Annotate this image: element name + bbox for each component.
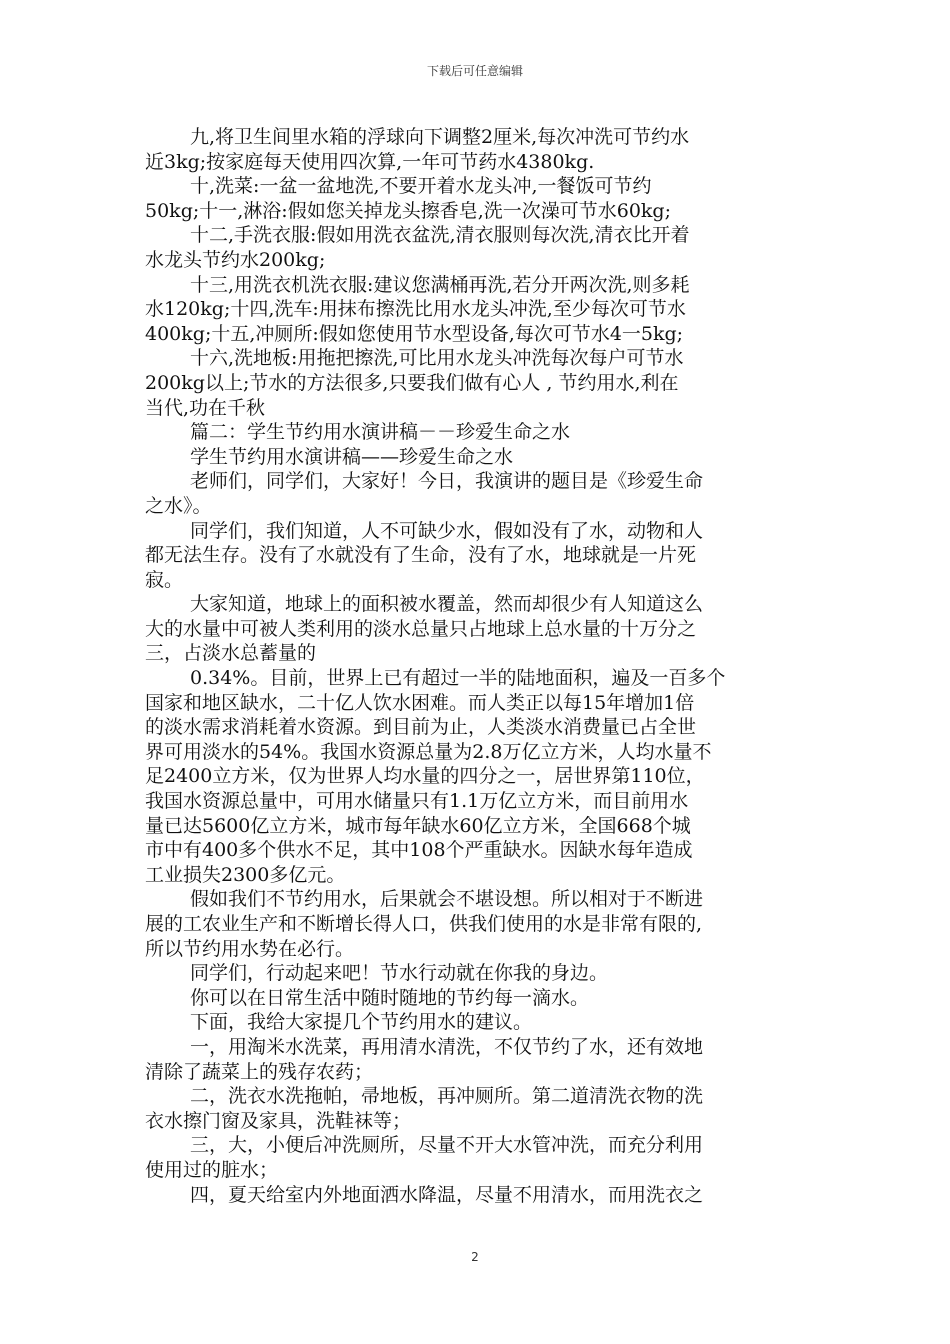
text-line: 老师们，同学们，大家好！今日，我演讲的题目是《珍爱生命	[190, 470, 704, 493]
text-line: 十六,洗地板:用拖把擦洗,可比用水龙头冲洗每次每户可节水	[190, 347, 684, 370]
text-line: 三，占淡水总蓄量的	[145, 642, 317, 665]
document-body	[145, 125, 810, 1207]
text-line: 展的工农业生产和不断增长得人口，供我们使用的水是非常有限的,	[145, 913, 703, 935]
text-line: 十三,用洗衣机洗衣服:建议您满桶再洗,若分开两次洗,则多耗	[190, 273, 690, 296]
text-line: 一，用淘米水洗菜，再用清水清洗，不仅节约了水，还有效地	[190, 1035, 704, 1058]
page-number: 2	[471, 1250, 479, 1264]
text-line: 50kg;十一,淋浴:假如您关掉龙头擦香皂,洗一次澡可节水60kg;	[145, 199, 671, 222]
text-line: 大的水量中可被人类利用的淡水总量只占地球上总水量的十万分之	[145, 617, 697, 640]
text-line: 我国水资源总量中，可用水储量只有1.1万亿立方米，而目前用水	[145, 790, 689, 813]
text-line: 四，夏天给室内外地面洒水降温，尽量不用清水，而用洗衣之	[190, 1183, 704, 1206]
text-line: 近3kg;按家庭每天使用四次算,一年可节药水4380kg.	[145, 150, 595, 173]
text-line: 下面，我给大家提几个节约用水的建议。	[190, 1011, 533, 1034]
text-line: 工业损失2300多亿元。	[145, 863, 346, 886]
text-line: 市中有400多个供水不足，其中108个严重缺水。因缺水每年造成	[145, 839, 693, 862]
text-line: 使用过的脏水；	[145, 1158, 279, 1181]
text-line: 九,将卫生间里水箱的浮球向下调整2厘米,每次冲洗可节约水	[190, 126, 690, 148]
text-line: 所以节约用水势在必行。	[145, 937, 355, 960]
text-line: 二，洗衣水洗拖帕，帚地板，再冲厕所。第二道清洗衣物的洗	[190, 1085, 704, 1108]
text-line: 三，大，小便后冲洗厕所，尽量不开大水管冲洗，而充分利用	[190, 1134, 704, 1157]
text-line: 之水》。	[145, 494, 212, 517]
text-line: 假如我们不节约用水，后果就会不堪设想。所以相对于不断进	[190, 888, 704, 911]
text-line: 寂。	[145, 568, 184, 591]
text-line: 量已达5600亿立方米，城市每年缺水60亿立方米，全国668个城	[145, 814, 691, 837]
text-line: 清除了蔬菜上的残存农药；	[145, 1060, 374, 1083]
text-line: 你可以在日常生活中随时随地的节约每一滴水。	[190, 986, 590, 1009]
text-line: 学生节约用水演讲稿——珍爱生命之水	[190, 445, 514, 468]
text-line: 篇二：学生节约用水演讲稿－－珍爱生命之水	[190, 421, 571, 444]
text-line: 足2400立方米，仅为世界人均水量的四分之一，居世界第110位，	[145, 765, 705, 788]
text-line: 0.34%。目前，世界上已有超过一半的陆地面积，遍及一百多个	[190, 667, 726, 690]
text-line: 界可用淡水的54%。我国水资源总量为2.8万亿立方米，人均水量不	[145, 740, 712, 763]
text-line: 都无法生存。没有了水就没有了生命，没有了水，地球就是一片死	[145, 544, 697, 567]
text-line: 的淡水需求消耗着水资源。到目前为止，人类淡水消费量已占全世	[145, 716, 697, 739]
text-line: 400kg;十五,冲厕所:假如您使用节水型设备,每次可节水4一5kg;	[145, 322, 684, 345]
text-line: 同学们，行动起来吧！节水行动就在你我的身边。	[190, 962, 609, 985]
text-line: 大家知道，地球上的面积被水覆盖，然而却很少有人知道这么	[190, 593, 704, 616]
text-line: 同学们，我们知道，人不可缺少水，假如没有了水，动物和人	[190, 519, 704, 542]
text-line: 当代,功在千秋	[145, 396, 266, 419]
text-line: 十二,手洗衣服:假如用洗衣盆洗,清衣服则每次洗,清衣比开着	[190, 224, 690, 247]
text-line: 水龙头节约水200kg;	[145, 248, 326, 271]
page-header: 下载后可任意编辑	[426, 64, 523, 78]
text-line: 200kg以上;节水的方法很多,只要我们做有心人 , 节约用水,利在	[145, 371, 679, 394]
text-line: 国家和地区缺水，二十亿人饮水困难。而人类正以每15年增加1倍	[145, 691, 695, 714]
text-line: 十,洗菜:一盆一盆地洗,不要开着水龙头冲,一餐饭可节约	[190, 175, 652, 198]
text-line: 衣水擦门窗及家具，洗鞋袜等；	[145, 1109, 412, 1132]
text-line: 水120kg;十四,洗车:用抹布擦洗比用水龙头冲洗,至少每次可节水	[145, 298, 686, 321]
